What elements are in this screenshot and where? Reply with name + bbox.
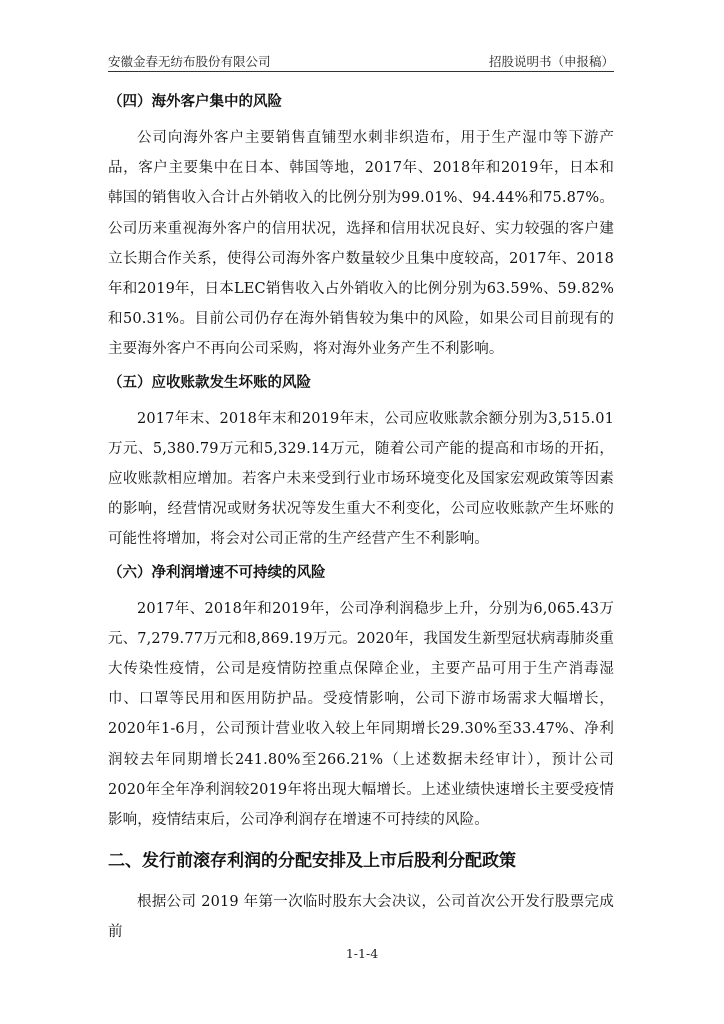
- header-company-name: 安徽金春无纺布股份有限公司: [108, 54, 271, 69]
- page-body: [108, 90, 614, 954]
- page-number: 1-1-4: [345, 946, 379, 961]
- section-heading: （四）海外客户集中的风险: [108, 94, 282, 110]
- section-profit-growth-risk: [108, 561, 614, 836]
- section-overseas-customer-risk: [108, 90, 614, 365]
- section-heading: （五）应收账款发生坏账的风险: [108, 374, 311, 391]
- section-paragraph: 2017年、2018年和2019年，公司净利润稳步上升，分别为6,065.43万元、7,279.77万元和8,869.19万元。2020年，我国发生新型冠状病毒肺炎重大传染性疫情，公司是疫情防控重点保障企业，主要产品可用于生产消毒湿巾、口罩等民用和医用防护品。受疫情影响，公司下游市场需求大幅增长，2020年1-6月，公司预计营业收入较上年同期增长29.30%至33.47%、净利润较去年同期增长241.80%至266.21%（上述数据未经审计），预计公司2020年全年净利润较2019年将出现大幅增长。上述业绩快速增长主要受疫情影响，疫情结束后，公司净利润存在增速不可持续的风险。: [108, 600, 614, 829]
- section-paragraph: 公司向海外客户主要销售直铺型水刺非织造布，用于生产湿巾等下游产品，客户主要集中在日本、韩国等地，2017年、2018年和2019年，日本和韩国的销售收入合计占外销收入的比例分别为99.01%、94.44%和75.87%。公司历来重视海外客户的信用状况，选择和信用状况良好、实力较强的客户建立长期合作关系，使得公司海外客户数量较少且集中度较高，2017年、2018年和2019年，日本LEC销售收入占外销收入的比例分别为63.59%、59.82%和50.31%。目前公司仍存在海外销售较为集中的风险，如果公司目前现有的主要海外客户不再向公司采购，将对海外业务产生不利影响。: [108, 130, 614, 358]
- header-divider: [108, 71, 614, 72]
- section-bad-debt-risk: [108, 371, 614, 555]
- page-header: [108, 52, 614, 70]
- section-paragraph: 2017年末、2018年末和2019年末，公司应收账款余额分别为3,515.01万元、5,380.79万元和5,329.14万元，随着公司产能的提高和市场的开拓，应收账款相应增加。若客户未来受到行业市场环境变化及国家宏观政策等因素的影响，经营情况或财务状况等发生重大不利变化，公司应收账款产生坏账的可能性将增加，将会对公司正常的生产经营产生不利影响。: [108, 410, 614, 548]
- section-heading: （六）净利润增速不可持续的风险: [108, 564, 326, 581]
- header-document-type: 招股说明书（申报稿）: [488, 54, 614, 69]
- major-section-heading: 二、发行前滚存利润的分配安排及上市后股利分配政策: [108, 851, 516, 872]
- closing-paragraph: 根据公司 2019 年第一次临时股东大会决议，公司首次公开发行股票完成前: [108, 894, 614, 941]
